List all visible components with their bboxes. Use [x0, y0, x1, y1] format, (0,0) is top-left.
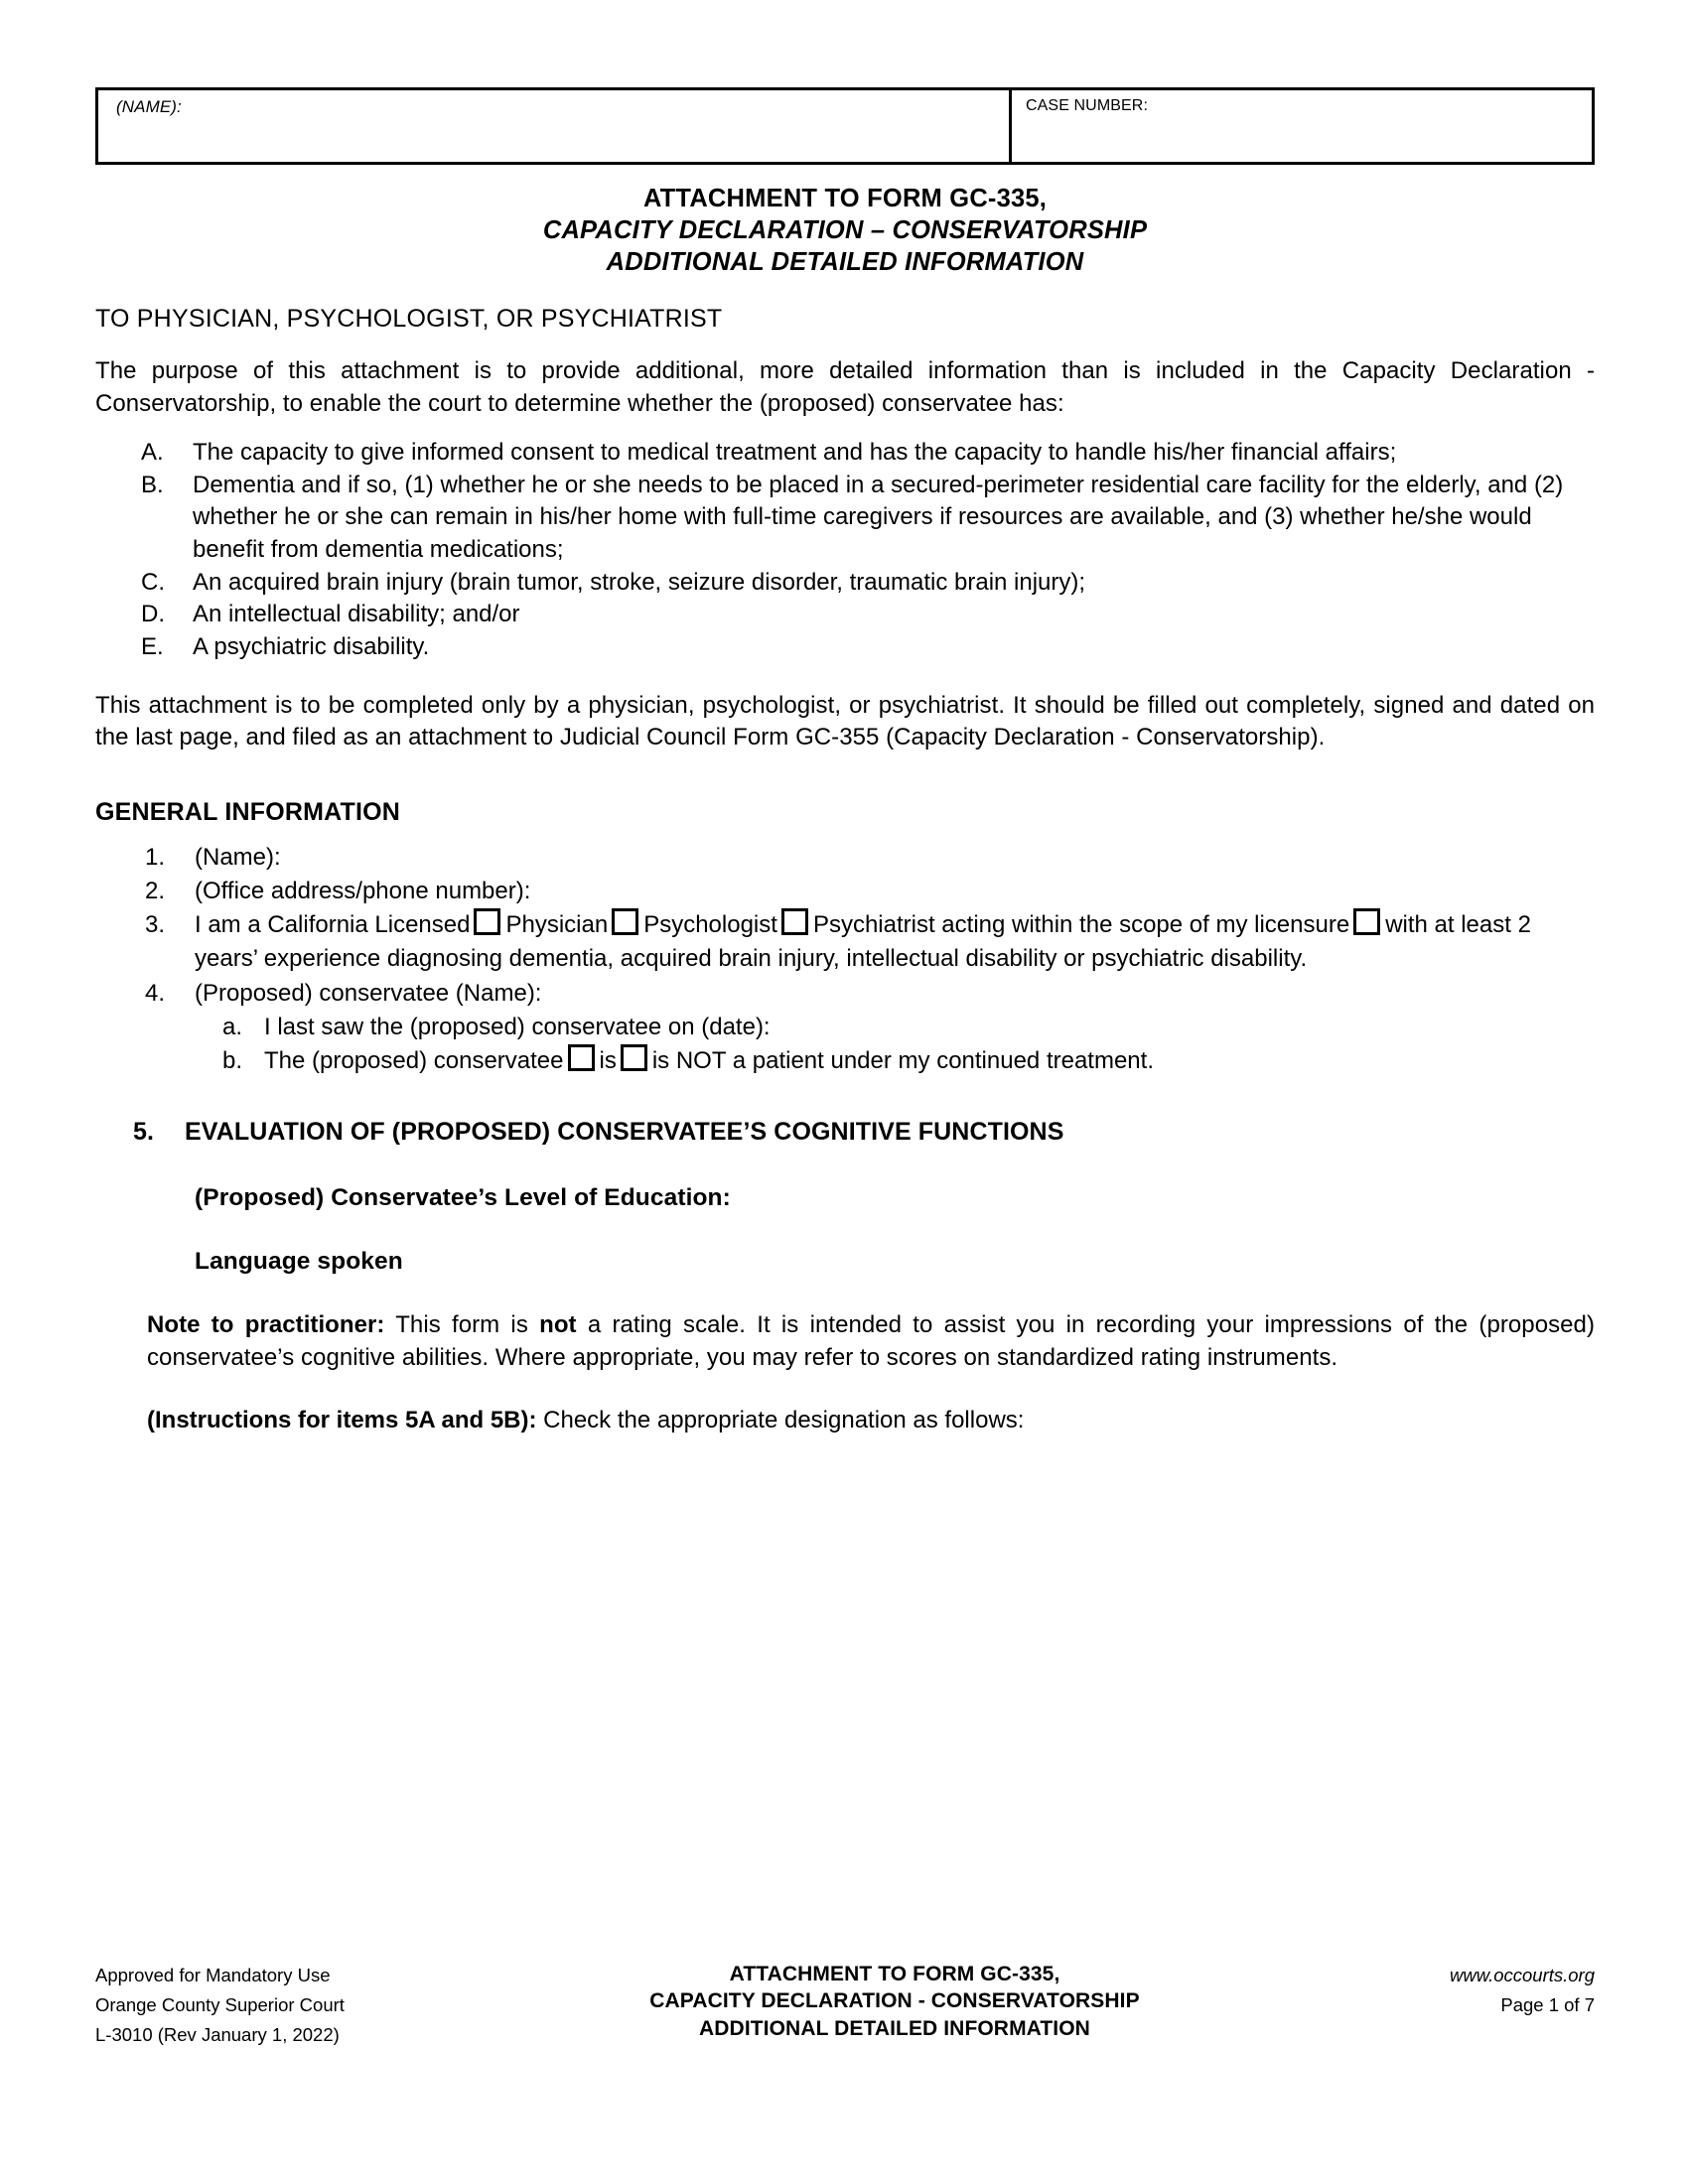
patient-status-statement	[264, 1044, 1595, 1078]
note-bold-lead: Note to practitioner:	[147, 1310, 385, 1338]
caption-case-number-label: CASE NUMBER:	[1026, 97, 1148, 114]
licensure-disability-text: acquired brain injury, intellectual disability or psychiatric disability.	[620, 945, 1308, 973]
list-item-marker: B.	[141, 471, 164, 498]
item-office-address-label[interactable]: (Office address/phone number):	[195, 878, 531, 905]
page-content	[95, 87, 1595, 1436]
checkbox-psychiatrist[interactable]	[781, 908, 808, 935]
page-footer	[95, 1961, 1595, 2050]
list-item	[95, 437, 1595, 470]
to-physician-heading: TO PHYSICIAN, PSYCHOLOGIST, OR PSYCHIATRIST	[95, 305, 723, 334]
patient-status-lead: The (proposed) conservatee	[264, 1046, 564, 1074]
footer-right-block	[1267, 1961, 1595, 2020]
footer-page-number: Page 1 of 7	[1500, 1993, 1595, 2015]
list-item	[95, 599, 1595, 631]
item-number: 1.	[145, 844, 166, 872]
general-item-4a	[195, 1011, 1595, 1044]
caption-box	[95, 87, 1595, 165]
item-number: 3.	[145, 911, 166, 939]
label-psychiatrist: Psychiatrist acting within	[812, 911, 1073, 939]
checkbox-psychologist[interactable]	[612, 908, 638, 935]
label-is: is	[599, 1046, 617, 1074]
form-title-line-3: ADDITIONAL DETAILED INFORMATION	[606, 248, 1084, 277]
checkbox-is-patient[interactable]	[568, 1044, 595, 1071]
general-item-2	[95, 875, 1595, 908]
label-psychologist: Psychologist	[643, 911, 777, 939]
list-item	[95, 631, 1595, 664]
licensure-scope-text: the scope of my licensure	[1079, 911, 1350, 939]
footer-approved-line: Approved for Mandatory Use	[95, 1965, 331, 1985]
list-item-marker: D.	[141, 601, 165, 628]
checkbox-experience[interactable]	[1353, 908, 1380, 935]
intro-paragraph: The purpose of this attachment is to provide additional, more detailed information than is included in the Capacity Declaration - Conservatorship, to enable the court to determine whether the (proposed) conservatee has:	[95, 357, 1595, 418]
list-item-marker: C.	[141, 568, 165, 596]
licensure-statement	[195, 908, 1595, 976]
licensure-lead-text: I am a California Licensed	[195, 911, 471, 939]
footer-title-line-1: ATTACHMENT TO FORM GC-335,	[729, 1963, 1060, 1985]
instructions-text: Check the appropriate designation as follows:	[536, 1406, 1025, 1433]
conservatee-name-label[interactable]: (Proposed) conservatee (Name):	[195, 979, 542, 1007]
footer-center-block	[522, 1961, 1267, 2042]
section-5-number: 5.	[133, 1117, 155, 1146]
list-item-text: An intellectual disability; and/or	[193, 601, 520, 628]
closing-paragraph: This attachment is to be completed only by a physician, psychologist, or psychiatrist. It should be filled out completely, signed and dated on the last page, and filed as an attachment to Judicial Council Form GC-355 (Capacity Declaration - Conservatorship).	[95, 691, 1595, 751]
last-saw-date-label[interactable]: I last saw the (proposed) conservatee on (date):	[264, 1013, 771, 1040]
list-item-text: The capacity to give informed consent to medical treatment and has the capacity to handle his/her financial affairs;	[193, 439, 1397, 467]
section-5-heading	[95, 1118, 1595, 1147]
education-level-label[interactable]: (Proposed) Conservatee’s Level of Education:	[195, 1183, 731, 1211]
note-text-part-2: a rating scale. It is intended to assist you in recording your impressions of the (proposed) conservatee’s cognitive abilities. Where appropriate, you may refer to scores on standardized rating instruments.	[147, 1310, 1595, 1371]
note-bold-not: not	[539, 1310, 577, 1338]
item-number: 4.	[145, 979, 166, 1007]
item-4-sublist	[195, 1011, 1595, 1078]
checkbox-is-not-patient[interactable]	[621, 1044, 647, 1071]
list-item	[95, 567, 1595, 600]
list-item-text: Dementia and if so, (1) whether he or she needs to be placed in a secured-perimeter residential care facility for the elderly, and (2) whether he or she can remain in his/her home with full-time caregivers if resources are available, and (3) whether he/she would benefit from dementia medications;	[193, 471, 1564, 563]
note-to-practitioner	[147, 1309, 1595, 1375]
footer-left-block	[95, 1961, 522, 2050]
caption-name-cell[interactable]	[98, 90, 1012, 162]
lettered-list	[95, 437, 1595, 663]
list-item	[95, 470, 1595, 567]
instructions-line	[147, 1405, 1595, 1437]
footer-form-number-line: L-3010 (Rev January 1, 2022)	[95, 2023, 340, 2045]
caption-name-label: (NAME):	[116, 97, 182, 116]
general-information-list	[95, 841, 1595, 1078]
label-physician: Physician	[505, 911, 609, 939]
note-text-part-1: This form is	[384, 1310, 540, 1338]
form-title-block	[95, 183, 1595, 278]
list-item-marker: E.	[141, 632, 164, 660]
subitem-letter: b.	[222, 1046, 243, 1074]
checkbox-physician[interactable]	[474, 908, 500, 935]
general-item-3	[95, 908, 1595, 976]
form-title-line-1: ATTACHMENT TO FORM GC-335,	[642, 185, 1048, 212]
language-spoken-label[interactable]: Language spoken	[195, 1247, 403, 1275]
item-name-field-label[interactable]: (Name):	[195, 844, 281, 872]
form-title-line-2: CAPACITY DECLARATION – CONSERVATORSHIP	[542, 216, 1148, 245]
list-item-text: An acquired brain injury (brain tumor, stroke, seizure disorder, traumatic brain injury);	[193, 568, 1086, 596]
footer-title-line-2: CAPACITY DECLARATION - CONSERVATORSHIP	[649, 1989, 1140, 2013]
instructions-bold-lead: (Instructions for items 5A and 5B):	[147, 1406, 537, 1433]
general-item-1	[95, 841, 1595, 875]
item-number: 2.	[145, 878, 166, 905]
footer-court-line: Orange County Superior Court	[95, 1993, 345, 2015]
general-item-4	[95, 977, 1595, 1078]
general-information-heading: GENERAL INFORMATION	[95, 798, 401, 827]
label-is-not: is NOT a patient under my continued treatment.	[651, 1046, 1154, 1074]
subitem-letter: a.	[222, 1013, 243, 1040]
footer-website-url[interactable]: www.occourts.org	[1450, 1965, 1595, 1985]
footer-title-line-3: ADDITIONAL DETAILED INFORMATION	[699, 2016, 1090, 2040]
list-item-marker: A.	[141, 439, 164, 467]
section-5-title: EVALUATION OF (PROPOSED) CONSERVATEE’S COGNITIVE FUNCTIONS	[185, 1117, 1064, 1146]
licensure-experience-text: with at least 2 years’ experience diagnosing dementia,	[195, 911, 1531, 973]
list-item-text: A psychiatric disability.	[193, 632, 430, 660]
general-item-4b	[195, 1044, 1595, 1078]
caption-case-number-cell[interactable]	[1012, 90, 1592, 162]
